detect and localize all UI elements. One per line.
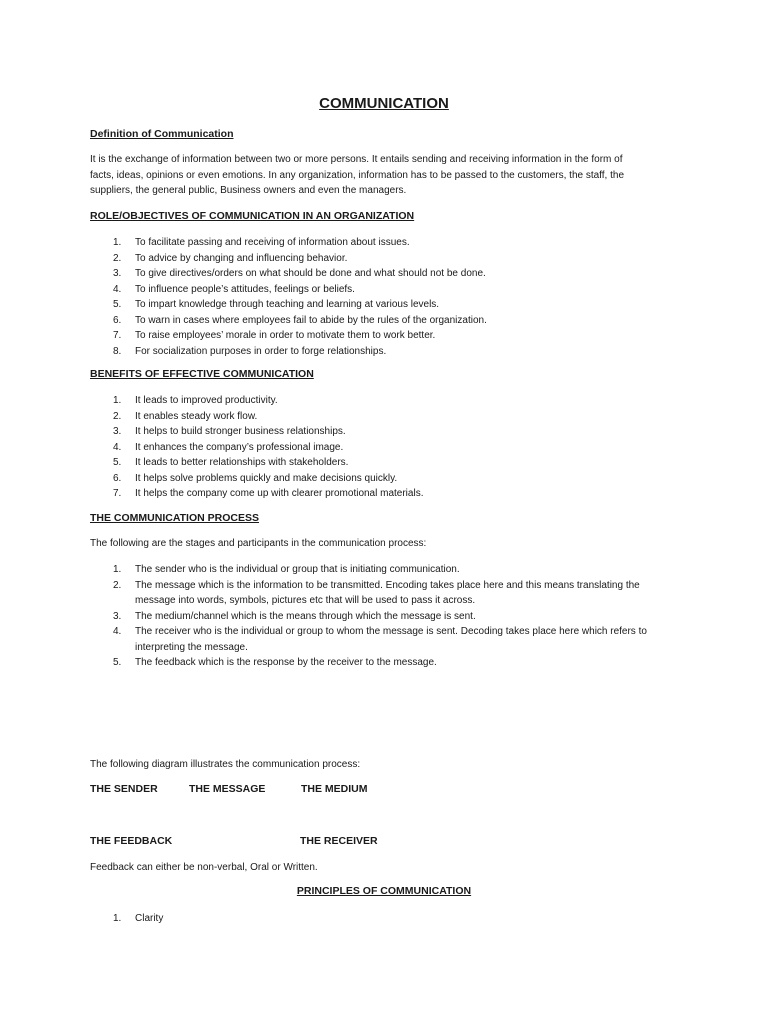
diagram-feedback: THE FEEDBACK xyxy=(90,835,173,847)
list-item: 1. It leads to improved productivity. xyxy=(113,395,278,406)
diagram-message: THE MESSAGE xyxy=(189,783,266,795)
list-item: 1. To facilitate passing and receiving of information about issues. xyxy=(113,237,410,248)
diagram-intro: The following diagram illustrates the communication process: xyxy=(90,759,361,770)
definition-line: suppliers, the general public, Business owners and even the managers. xyxy=(90,185,407,196)
benefits-list xyxy=(90,393,670,502)
diagram-medium: THE MEDIUM xyxy=(301,783,368,795)
benefits-heading: BENEFITS OF EFFECTIVE COMMUNICATION xyxy=(90,368,314,380)
principles-heading: PRINCIPLES OF COMMUNICATION xyxy=(296,885,472,897)
page-title: COMMUNICATION xyxy=(319,95,449,112)
principles-list xyxy=(90,911,670,927)
process-intro: The following are the stages and participants in the communication process: xyxy=(90,538,427,549)
process-heading: THE COMMUNICATION PROCESS xyxy=(90,512,259,524)
process-list xyxy=(90,562,670,671)
list-item: 5. It leads to better relationships with stakeholders. xyxy=(113,457,349,468)
list-item: 7. To raise employees’ morale in order to motivate them to work better. xyxy=(113,330,436,341)
list-item: 3. It helps to build stronger business relationships. xyxy=(113,426,346,437)
list-item: 6. It helps solve problems quickly and make decisions quickly. xyxy=(113,472,398,484)
list-item: 5. To impart knowledge through teaching and learning at various levels. xyxy=(113,299,440,310)
roles-list xyxy=(90,235,670,359)
list-item: 6. To warn in cases where employees fail to abide by the rules of the organization. xyxy=(113,314,487,326)
list-item: 2. To advice by changing and influencing behavior. xyxy=(113,252,348,264)
list-item: 1. The sender who is the individual or group that is initiating communication. xyxy=(113,564,460,575)
list-item: 1. Clarity xyxy=(113,913,164,924)
list-item: 2. It enables steady work flow. xyxy=(113,410,258,422)
list-item: 3. To give directives/orders on what should be done and what should not be done. xyxy=(113,268,486,279)
diagram-receiver: THE RECEIVER xyxy=(300,835,378,847)
list-item: 4. It enhances the company’s professional image. xyxy=(113,441,344,453)
definition-line: facts, ideas, opinions or even emotions. In any organization, information has to be passed to the customers, the staff, the xyxy=(90,169,625,181)
definition-line: It is the exchange of information between two or more persons. It entails sending and receiving information in the form of xyxy=(90,154,623,165)
list-item: 4. The receiver who is the individual or group to whom the message is sent. Decoding takes place here which refers to interpreting the message. xyxy=(113,626,647,653)
list-item: 4. To influence people’s attitudes, feelings or beliefs. xyxy=(113,283,355,295)
list-item: 3. The medium/channel which is the means through which the message is sent. xyxy=(113,610,476,622)
diagram-sender: THE SENDER xyxy=(90,783,158,795)
list-item: 7. It helps the company come up with clearer promotional materials. xyxy=(113,488,424,499)
list-item: 8. For socialization purposes in order to forge relationships. xyxy=(113,345,387,357)
feedback-note: Feedback can either be non-verbal, Oral or Written. xyxy=(90,862,318,873)
definition-paragraph xyxy=(90,152,665,199)
definition-heading: Definition of Communication xyxy=(90,128,234,140)
list-item: 2. The message which is the information to be transmitted. Encoding takes place here and this means translating the message into words, symbols, pictures etc that will be used to pass it across. xyxy=(113,579,640,606)
list-item: 5. The feedback which is the response by the receiver to the message. xyxy=(113,657,437,668)
roles-heading: ROLE/OBJECTIVES OF COMMUNICATION IN AN ORGANIZATION xyxy=(90,210,415,222)
